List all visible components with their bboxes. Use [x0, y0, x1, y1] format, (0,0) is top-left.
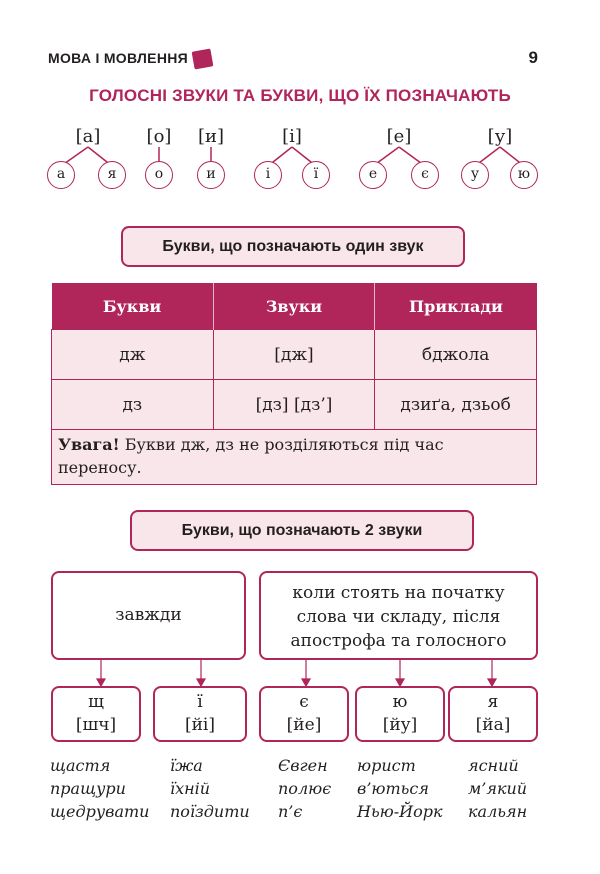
cell-examples: дзиґа, дзьоб	[375, 380, 537, 430]
examples-ya	[468, 754, 527, 823]
example-word: кальян	[468, 802, 528, 821]
example-word: щастя	[50, 756, 111, 775]
example-word: м’який	[468, 779, 528, 798]
letter-sounds: [йу]	[382, 715, 418, 735]
example-word: їжа	[170, 756, 203, 775]
page-number: 9	[528, 48, 538, 67]
section-header: МОВА І МОВЛЕННЯ	[48, 50, 189, 66]
sound-y: [и]	[197, 126, 225, 147]
cell-examples: бджола	[375, 330, 537, 380]
col-letters: Букви	[52, 283, 214, 330]
letter: щ	[88, 692, 104, 712]
section1-heading: Букви, що позначають один звук	[121, 226, 465, 267]
letter-circle-yi: ї	[302, 161, 330, 189]
letter-circle-i: і	[254, 161, 282, 189]
example-word: пращури	[50, 779, 126, 798]
example-word: їхній	[170, 779, 211, 798]
cell-sounds: [дж]	[213, 330, 375, 380]
letter-box-yu	[355, 686, 445, 742]
letter: ю	[392, 692, 408, 712]
col-examples: Приклади	[375, 283, 537, 330]
letter-circle-y: и	[197, 161, 225, 189]
example-word: п’є	[278, 802, 303, 821]
note-label: Увага!	[58, 435, 120, 454]
example-word: Нью-Йорк	[357, 802, 443, 821]
letter: є	[299, 692, 309, 712]
sound-u: [у]	[487, 126, 513, 147]
cell-sounds: [дз] [дз’]	[213, 380, 375, 430]
example-word: ясний	[468, 756, 519, 775]
example-word: Євген	[278, 756, 328, 775]
examples-yi	[170, 754, 250, 823]
letter-box-ye	[259, 686, 349, 742]
example-word: юрист	[357, 756, 416, 775]
letter-circle-e: е	[359, 161, 387, 189]
note-text: Букви дж, дз не розділяються під час переносу.	[58, 435, 444, 477]
examples-yu	[357, 754, 443, 823]
example-word: поїздити	[170, 802, 250, 821]
example-word: полює	[278, 779, 332, 798]
sound-a: [а]	[75, 126, 101, 147]
letter-circle-u: у	[461, 161, 489, 189]
col-sounds: Звуки	[213, 283, 375, 330]
letter-sounds: [шч]	[75, 715, 117, 735]
examples-ye	[278, 754, 331, 823]
letter-circle-ya: я	[98, 161, 126, 189]
letter-box-shch	[51, 686, 141, 742]
letter-box-ya	[448, 686, 538, 742]
examples-shch	[50, 754, 149, 823]
letter-sounds: [йа]	[475, 715, 511, 735]
letter-circle-ye: є	[411, 161, 439, 189]
cell-letters: дз	[52, 380, 214, 430]
always-box: завжди	[51, 571, 246, 660]
sound-e: [е]	[386, 126, 412, 147]
sound-i: [і]	[282, 126, 302, 147]
condition-box: коли стоять на початку слова чи складу, після апострофа та голосного	[259, 571, 538, 660]
page-title: ГОЛОСНІ ЗВУКИ ТА БУКВИ, ЩО ЇХ ПОЗНАЧАЮТЬ	[89, 86, 511, 105]
sound-o: [о]	[146, 126, 172, 147]
letter-sounds: [йе]	[286, 715, 322, 735]
letter-circle-a: а	[47, 161, 75, 189]
letter: ї	[197, 692, 203, 712]
section2-heading: Букви, що позначають 2 звуки	[130, 510, 474, 551]
letter-circle-o: о	[145, 161, 173, 189]
example-word: щедрувати	[50, 802, 150, 821]
letter-circle-yu: ю	[510, 161, 538, 189]
letter: я	[487, 692, 499, 712]
letter-sounds: [йі]	[184, 715, 216, 735]
letter-box-yi	[153, 686, 247, 742]
cell-letters: дж	[52, 330, 214, 380]
example-word: в’ються	[357, 779, 429, 798]
